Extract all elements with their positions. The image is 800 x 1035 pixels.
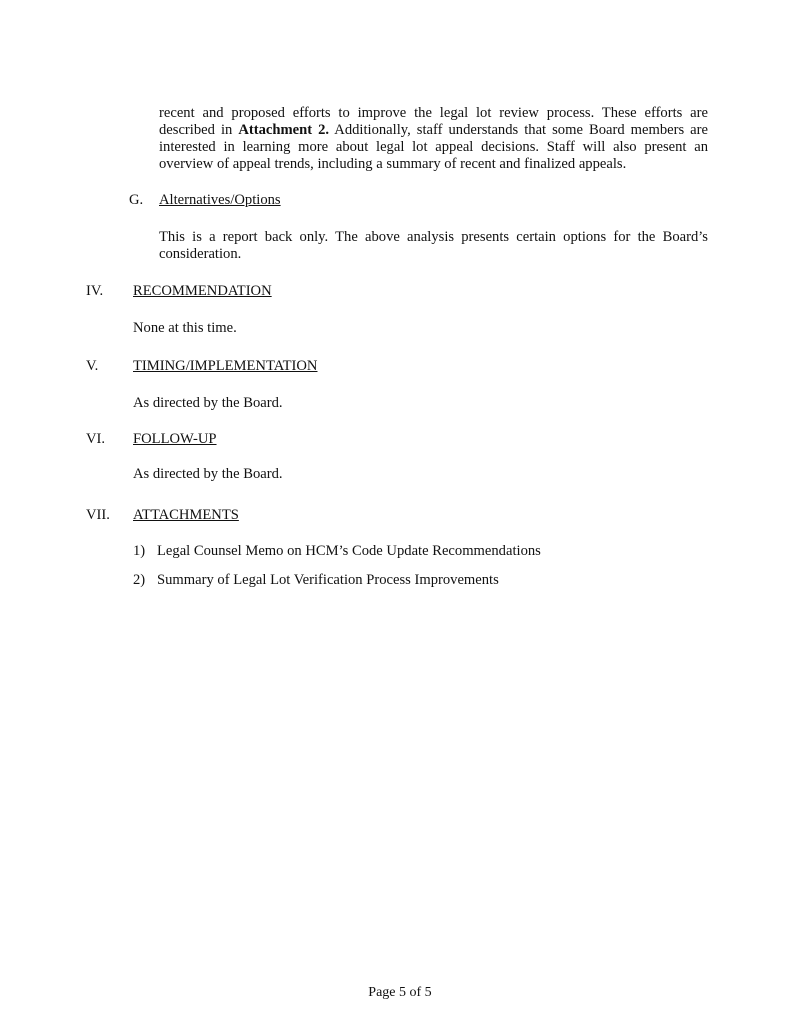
section-iv-number: IV. [86,283,104,299]
attachment-2-text: Summary of Legal Lot Verification Process Improvements [157,572,499,588]
section-v-body: As directed by the Board. [133,395,283,411]
subsection-g-body: This is a report back only. The above analysis presents certain options for the Board’s consideration. [159,229,708,262]
attachment-1-number: 1) [133,543,146,559]
intro-text-1: recent and proposed efforts to improve the legal lot review process. These efforts are described in [159,105,708,138]
intro-text-2: Additionally, staff understands that some Board members are interested in learning more about legal lot appeal decisions. Staff will also present an overview of appeal trends, including a summary of recent and finalized appeals. [159,122,708,172]
page-number-footer: Page 5 of 5 [368,985,432,1000]
section-vi-title: FOLLOW-UP [133,431,217,447]
section-vii-number: VII. [86,507,110,523]
subsection-g-letter: G. [129,192,144,208]
attachment-2-reference: Attachment 2. [238,122,330,138]
attachment-2-number: 2) [133,572,146,588]
section-v-title: TIMING/IMPLEMENTATION [133,358,318,374]
section-v-number: V. [86,358,99,374]
section-vi-number: VI. [86,431,106,447]
section-vi-body: As directed by the Board. [133,466,283,482]
intro-paragraph [159,105,708,173]
section-iv-body: None at this time. [133,320,237,336]
subsection-g-title: Alternatives/Options [159,192,281,208]
section-vii-title: ATTACHMENTS [133,507,239,523]
section-iv-title: RECOMMENDATION [133,283,272,299]
attachment-1-text: Legal Counsel Memo on HCM’s Code Update Recommendations [157,543,541,559]
